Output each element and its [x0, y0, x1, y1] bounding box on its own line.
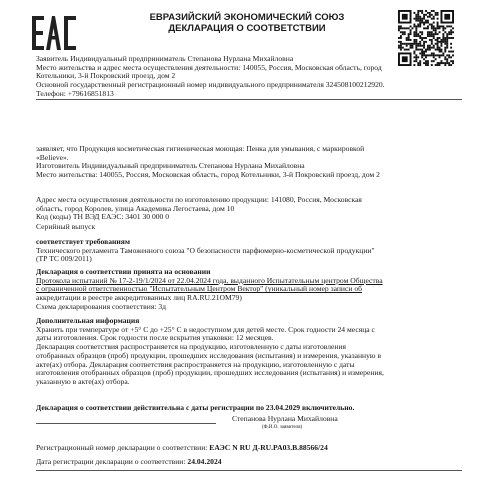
product-brand: «Believe».	[36, 152, 69, 162]
requirements-block	[36, 238, 462, 264]
applicant-line: Заявитель Индивидуальный предприниматель Степанова Нурлана Михайловна	[36, 54, 294, 63]
production-address-cont: область, город Королев, улица Академика Легостаева, дом 10	[36, 203, 235, 213]
applicant-phone: Телефон: +79616851813	[36, 88, 114, 98]
union-title: ЕВРАЗИЙСКИЙ ЭКОНОМИЧЕСКИЙ СОЮЗ	[149, 12, 345, 23]
requirements-heading: соответствует требованиям	[36, 237, 131, 246]
applicant-block	[36, 55, 462, 99]
declaration-scheme: Схема декларирования соответствия: 3д	[36, 301, 166, 311]
additional-block	[36, 317, 462, 387]
accreditation: аккредитации в реестре аккредитованных лиц RA.RU.21OM79)	[36, 293, 242, 303]
basis-heading: Декларация о соответствии принята на основании	[36, 267, 211, 276]
eac-logo	[32, 16, 76, 50]
scope-note: Декларация соответствия распространяется на продукцию, изготовленную с даты изготовления	[36, 342, 347, 352]
scope-note-cont: изготовления отобранных образцов (проб) продукции, прошедших исследования (испытания) и измерения,	[36, 368, 384, 378]
test-protocol: Протокола испытаний № 17-2-19/1/2024 от 22.04.2024 года, выданного Испытательным центром Общества	[36, 275, 383, 285]
scope-note-cont: отобранных образцов (проб) продукции, прошедших исследования (испытания) и измерения, указанную в	[36, 350, 382, 360]
regulation-name: Технического регламента Таможенного союза "О безопасности парфюмерно-косметической продукции"	[36, 245, 375, 255]
document-title: ДЕКЛАРАЦИЯ О СООТВЕТСТВИИ	[168, 23, 326, 34]
applicant-address-cont: Котельники, 3-й Покровский проезд, дом 2	[36, 71, 176, 81]
production-block	[36, 196, 462, 232]
applicant-address: Место жительства и адрес места осуществления деятельности: 140055, Россия, Московская область, город	[36, 62, 382, 72]
serial-release: Серийный выпуск	[36, 222, 96, 232]
registration-number-label: Регистрационный номер декларации о соответствии:	[36, 443, 208, 452]
scope-note-cont: указанную в акте(ах) отбора.	[36, 376, 130, 386]
registration-number	[36, 444, 462, 453]
divider	[36, 99, 462, 100]
signatory-caption: (Ф.И.О. заявителя)	[262, 425, 303, 430]
scope-note-cont: акте(ах) отбора. Декларация соответствия распространяется на продукцию, изготовленную с даты	[36, 359, 355, 369]
declares-block	[36, 145, 462, 180]
document-header	[122, 12, 372, 34]
shelf-life: даты изготовления. Срок годности после вскрытия упаковки: 12 месяцев.	[36, 333, 274, 343]
bottom-rule	[36, 470, 462, 471]
applicant-ogrn: Основной государственный регистрационный номер индивидуального предпринимателя 324508100212920.	[36, 80, 385, 90]
additional-heading: Дополнительная информация	[36, 316, 140, 325]
regulation-code: (ТР ТС 009/2011)	[36, 254, 92, 264]
product-description: заявляет, что Продукция косметическая гигиеническая моющая: Пенка для умывания, с маркировкой	[36, 144, 365, 153]
validity-statement: Декларация о соответствии действительна с даты регистрации по 23.04.2029 включительно.	[36, 403, 355, 412]
registration-date	[36, 458, 462, 467]
signature-line	[36, 423, 216, 424]
manufacturer-address: Место жительства: 140055, Россия, Московская область, город Котельники, 3-й Покровский проезд, дом 2	[36, 170, 380, 180]
test-center: с ограниченной ответственностью "Испытательным Центром Вектор" (уникальный номер записи об	[36, 284, 362, 294]
manufacturer: Изготовитель Индивидуальный предприниматель Степанова Нурлана Михайловна	[36, 161, 305, 171]
tnved-code: Код (коды) ТН ВЭД ЕАЭС: 3401 30 000 0	[36, 212, 170, 222]
production-address: Адрес места осуществления деятельности по изготовлению продукции: 141080, Россия, Московская	[36, 195, 362, 204]
registration-date-label: Дата регистрации декларации о соответствии:	[36, 457, 186, 466]
registration-number-value: ЕАЭС N RU Д-RU.PA03.B.88566/24	[209, 443, 328, 452]
registration-date-value: 24.04.2024	[187, 457, 222, 466]
storage-conditions: Хранить при температуре от +5° С до +25° С в недоступном для детей месте. Срок годности 24 месяца с	[36, 324, 375, 334]
signatory-name: Степанова Нурлана Михайловна	[232, 414, 338, 423]
basis-block	[36, 268, 462, 312]
